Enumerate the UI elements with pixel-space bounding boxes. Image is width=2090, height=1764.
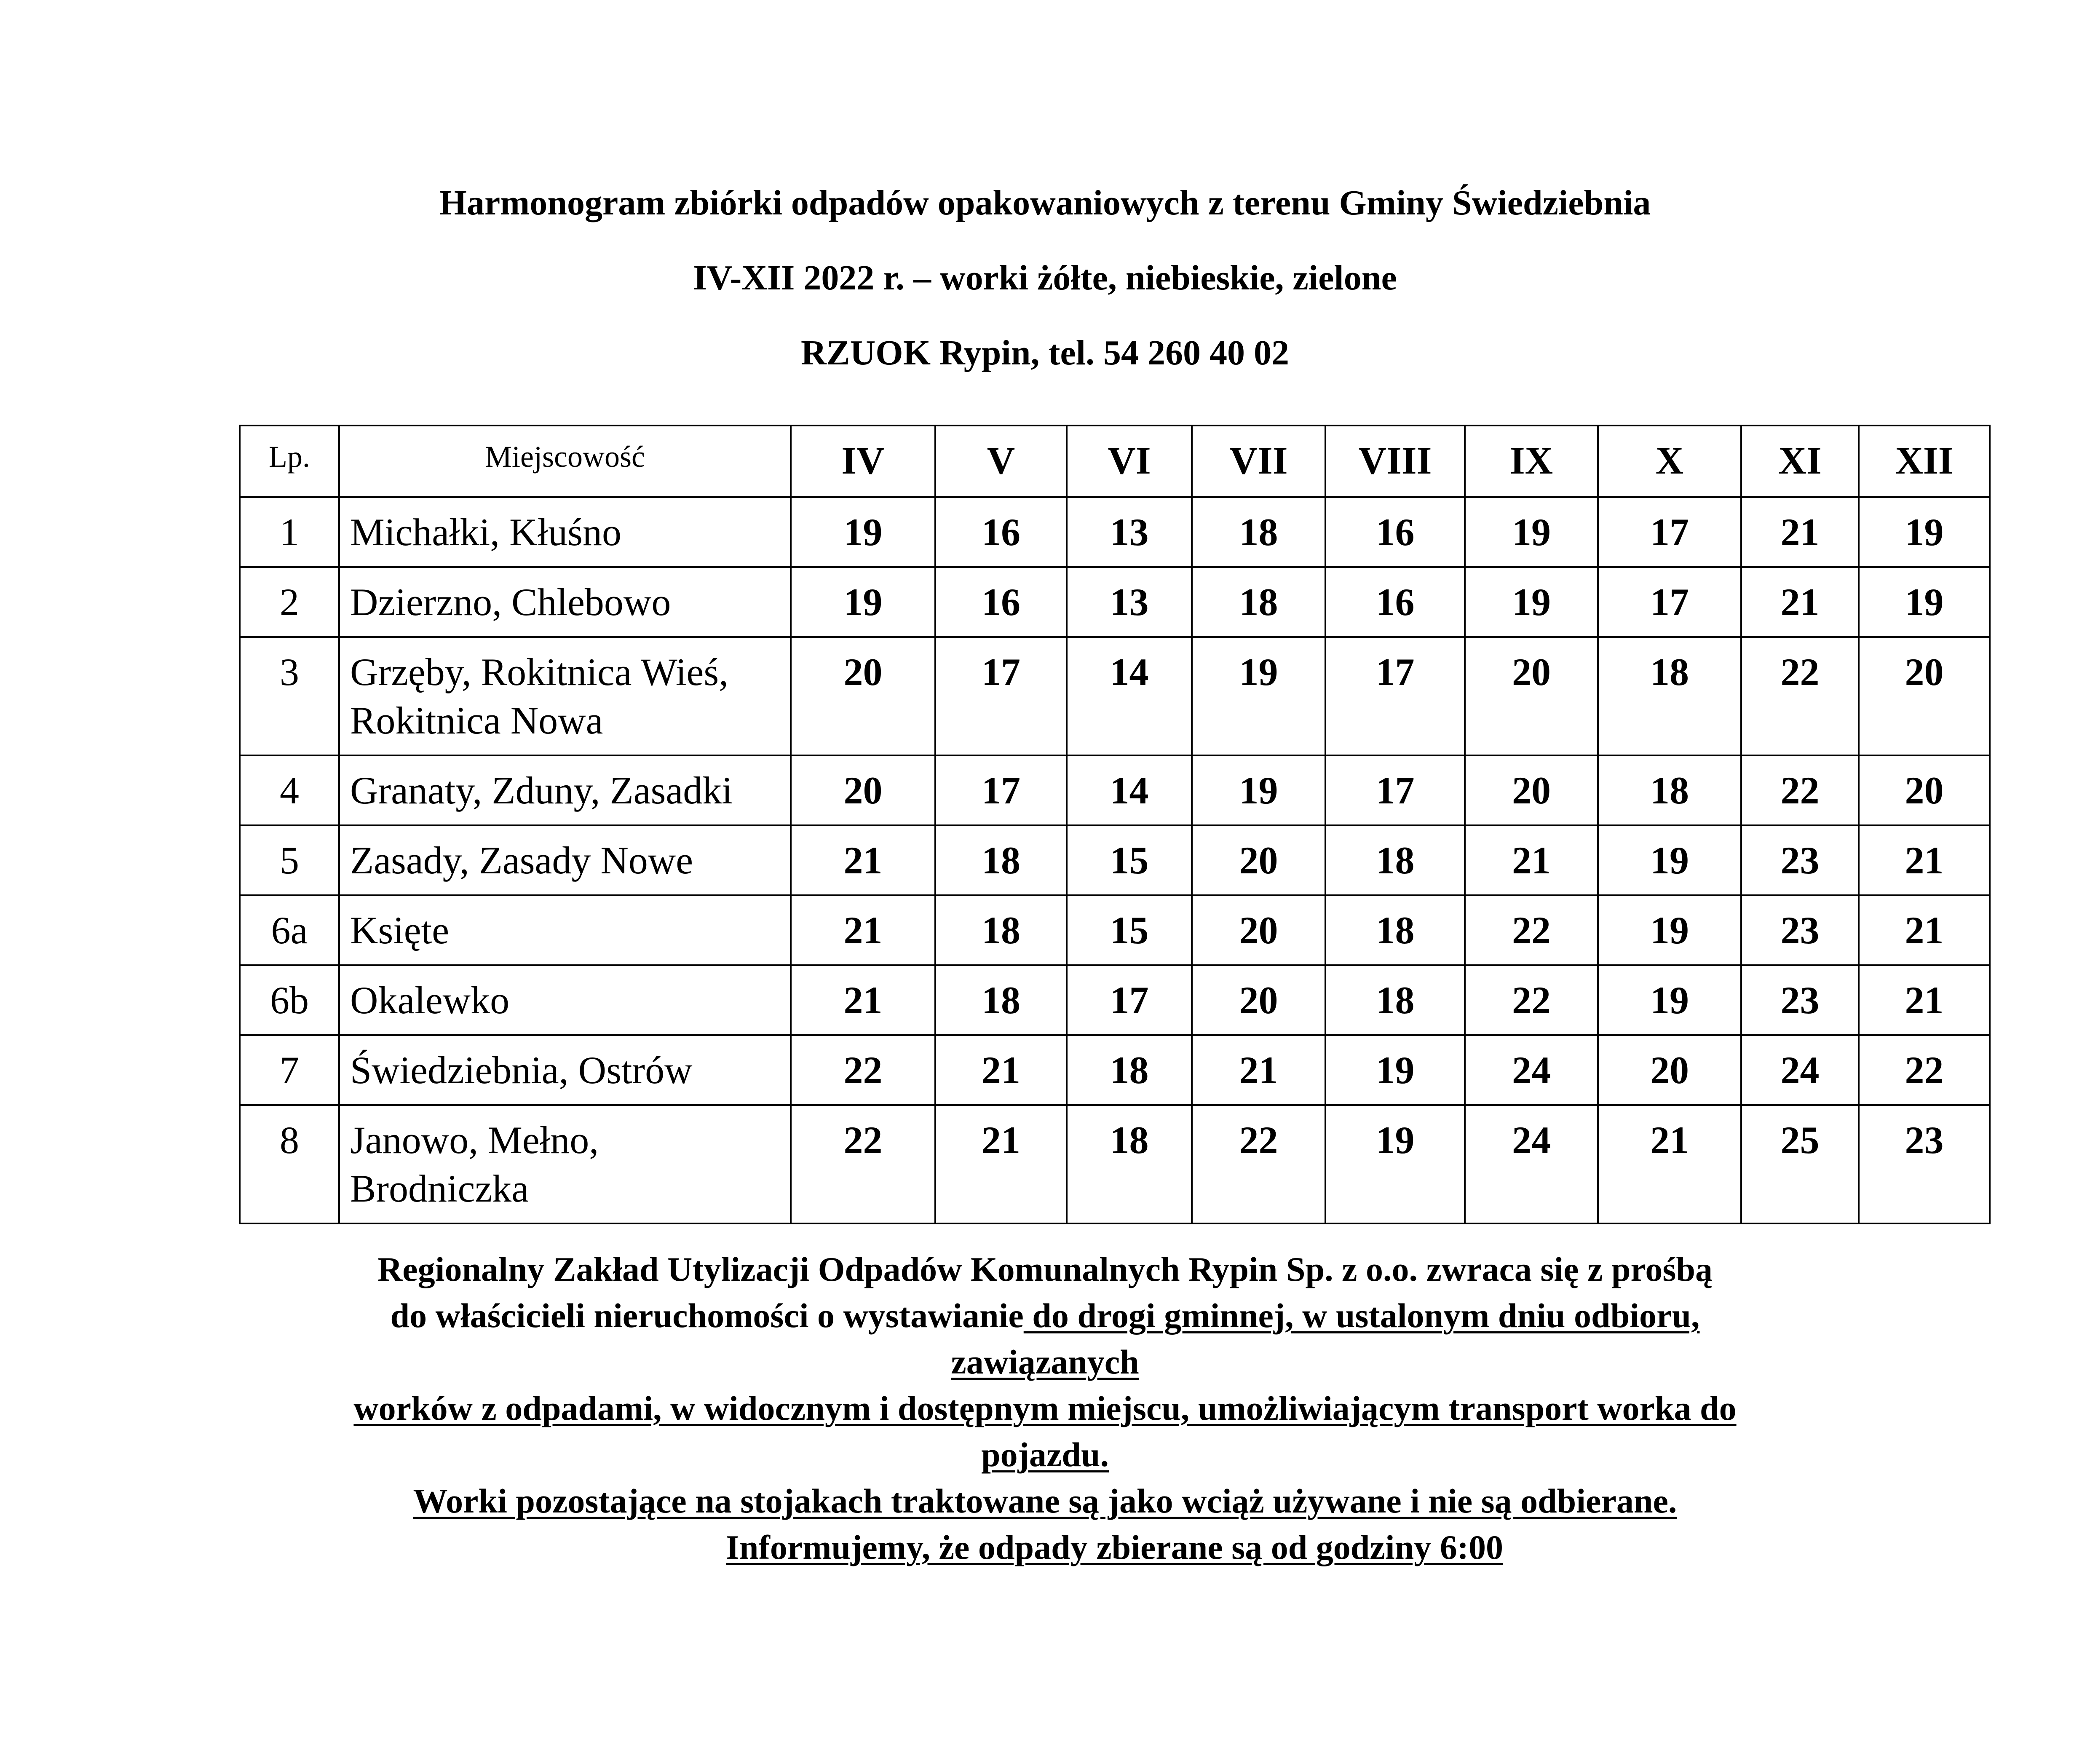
collection-day: 24 [1465,1035,1598,1105]
header-month: XI [1741,426,1859,497]
header-month: VI [1067,426,1192,497]
row-place [339,895,791,965]
collection-day: 16 [935,497,1067,567]
collection-day: 17 [1325,637,1465,755]
collection-day: 21 [1741,497,1859,567]
collection-day: 20 [791,755,935,825]
place-line: Janowo, Mełno, [350,1119,599,1162]
row-lp: 2 [240,567,339,637]
collection-day: 22 [1741,637,1859,755]
place-line: Rokitnica Nowa [350,699,603,742]
collection-schedule-table [239,425,1991,1224]
collection-day: 20 [791,637,935,755]
collection-day: 15 [1067,895,1192,965]
collection-day: 18 [1067,1035,1192,1105]
table-header-row [240,426,1990,497]
notice-line: zawiązanych [951,1343,1139,1381]
notice-line: pojazdu. [981,1435,1109,1474]
collection-day: 20 [1859,637,1990,755]
collection-day: 23 [1859,1105,1990,1223]
notice-underlined-text: Informujemy, że odpady zbierane są od godziny 6:00 [726,1528,1503,1566]
collection-day: 22 [1465,895,1598,965]
page-subtitle-contact: RZUOK Rypin, tel. 54 260 40 02 [800,333,1290,372]
table-row [240,637,1990,755]
collection-day: 20 [1192,895,1325,965]
collection-day: 18 [1192,567,1325,637]
collection-day: 20 [1465,755,1598,825]
collection-day: 19 [1859,497,1990,567]
row-place [339,965,791,1035]
collection-day: 16 [1325,567,1465,637]
collection-day: 19 [1598,965,1741,1035]
collection-day: 23 [1741,895,1859,965]
table-row [240,1105,1990,1223]
collection-day: 21 [935,1035,1067,1105]
collection-day: 18 [1067,1105,1192,1223]
collection-day: 15 [1067,825,1192,895]
collection-day: 21 [1859,825,1990,895]
collection-day: 19 [1465,497,1598,567]
collection-day: 13 [1067,567,1192,637]
collection-day: 19 [791,497,935,567]
header-month: V [935,426,1067,497]
collection-day: 17 [935,637,1067,755]
collection-day: 18 [1598,637,1741,755]
row-lp: 8 [240,1105,339,1223]
collection-day: 23 [1741,825,1859,895]
collection-day: 20 [1598,1035,1741,1105]
collection-day: 24 [1741,1035,1859,1105]
notice [0,1246,2090,1571]
row-place [339,1035,791,1105]
collection-day: 21 [1598,1105,1741,1223]
table-row [240,965,1990,1035]
place-line: Okalewko [350,979,510,1022]
place-line: Księte [350,909,450,952]
collection-day: 23 [1741,965,1859,1035]
collection-day: 20 [1192,825,1325,895]
collection-day: 21 [1741,567,1859,637]
notice-line [0,1293,2090,1339]
collection-day: 21 [1859,895,1990,965]
collection-day: 21 [1192,1035,1325,1105]
collection-day: 18 [1325,895,1465,965]
row-place [339,1105,791,1223]
row-place [339,567,791,637]
table-row [240,825,1990,895]
notice-text: do właścicieli nieruchomości o wystawianie [390,1296,1024,1335]
header-month: X [1598,426,1741,497]
collection-day: 17 [1598,567,1741,637]
collection-day: 19 [1598,895,1741,965]
collection-day: 20 [1192,965,1325,1035]
place-line: Brodniczka [350,1167,529,1210]
collection-day: 18 [935,895,1067,965]
place-line: Świedziebnia, Ostrów [350,1049,693,1092]
page-subtitle-period: IV-XII 2022 r. – worki żółte, niebieskie, zielone [693,258,1397,297]
collection-day: 14 [1067,755,1192,825]
collection-day: 19 [1465,567,1598,637]
collection-day: 19 [1192,755,1325,825]
collection-day: 21 [791,895,935,965]
place-line: Dzierzno, Chlebowo [350,581,671,624]
collection-day: 20 [1465,637,1598,755]
notice-line: worków z odpadami, w widocznym i dostępnym miejscu, umożliwiającym transport worka do [353,1389,1737,1427]
header-month: VII [1192,426,1325,497]
collection-day: 17 [1598,497,1741,567]
collection-day: 19 [1859,567,1990,637]
row-place [339,755,791,825]
row-lp: 5 [240,825,339,895]
collection-day: 18 [935,965,1067,1035]
collection-day: 19 [1192,637,1325,755]
collection-day: 22 [791,1105,935,1223]
header-month: IX [1465,426,1598,497]
collection-day: 19 [791,567,935,637]
row-lp: 6a [240,895,339,965]
row-lp: 4 [240,755,339,825]
row-place [339,637,791,755]
notice-line: Worki pozostające na stojakach traktowane są jako wciąż używane i nie są odbierane. [413,1482,1677,1520]
collection-day: 22 [1192,1105,1325,1223]
collection-day: 17 [1067,965,1192,1035]
collection-day: 14 [1067,637,1192,755]
table-row [240,567,1990,637]
collection-day: 19 [1598,825,1741,895]
table-row [240,1035,1990,1105]
collection-day: 18 [1598,755,1741,825]
header-place: Miejscowość [339,426,791,497]
row-lp: 6b [240,965,339,1035]
collection-day: 22 [1465,965,1598,1035]
collection-day: 21 [791,825,935,895]
row-place [339,825,791,895]
collection-day: 22 [791,1035,935,1105]
collection-day: 17 [1325,755,1465,825]
header-month: IV [791,426,935,497]
notice-underlined-text: do drogi gminnej, w ustalonym dniu odbioru, [1023,1296,1700,1335]
collection-day: 22 [1859,1035,1990,1105]
place-line: Zasady, Zasady Nowe [350,839,693,882]
place-line: Michałki, Kłuśno [350,511,621,554]
collection-day: 19 [1325,1035,1465,1105]
collection-day: 21 [791,965,935,1035]
collection-day: 20 [1859,755,1990,825]
collection-day: 18 [1325,825,1465,895]
collection-day: 21 [1465,825,1598,895]
collection-day: 25 [1741,1105,1859,1223]
collection-day: 21 [1859,965,1990,1035]
collection-day: 17 [935,755,1067,825]
header-month: XII [1859,426,1990,497]
collection-day: 16 [935,567,1067,637]
row-lp: 7 [240,1035,339,1105]
table-row [240,755,1990,825]
row-lp: 1 [240,497,339,567]
row-place [339,497,791,567]
place-line: Granaty, Zduny, Zasadki [350,769,733,812]
collection-day: 16 [1325,497,1465,567]
collection-day: 22 [1741,755,1859,825]
page-title: Harmonogram zbiórki odpadów opakowaniowych z terenu Gminy Świedziebnia [439,183,1651,222]
place-line: Grzęby, Rokitnica Wieś, [350,650,729,693]
collection-day: 18 [1192,497,1325,567]
notice-line: Regionalny Zakład Utylizacji Odpadów Komunalnych Rypin Sp. z o.o. zwraca się z prośbą [377,1250,1713,1288]
table-row [240,895,1990,965]
header-lp: Lp. [240,426,339,497]
collection-day: 18 [935,825,1067,895]
collection-day: 13 [1067,497,1192,567]
collection-day: 21 [935,1105,1067,1223]
collection-day: 19 [1325,1105,1465,1223]
table-row [240,497,1990,567]
row-lp: 3 [240,637,339,755]
collection-day: 18 [1325,965,1465,1035]
notice-line [0,1524,2090,1571]
collection-day: 24 [1465,1105,1598,1223]
header-month: VIII [1325,426,1465,497]
